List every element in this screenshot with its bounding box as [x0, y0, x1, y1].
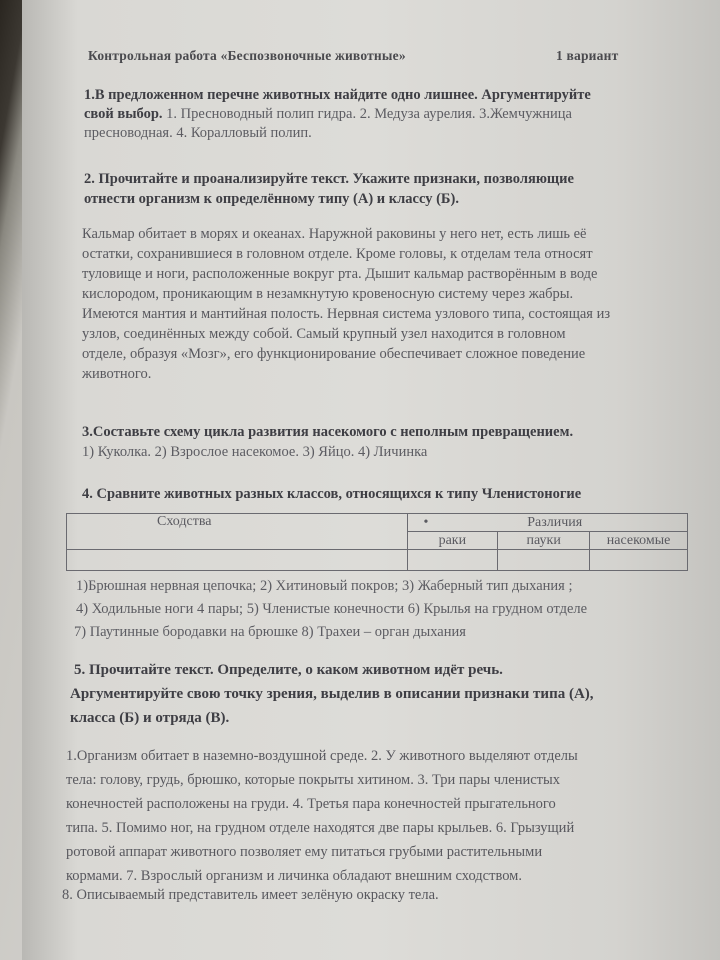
differences-label: Различия: [527, 514, 583, 530]
task5-text-line: кормами. 7. Взрослый организм и личинка обладают внешним сходством.: [66, 868, 522, 884]
task4-option-line: 1)Брюшная нервная цепочка; 2) Хитиновый покров; 3) Жаберный тип дыхания ;: [76, 578, 573, 594]
column-raki: раки: [407, 532, 498, 550]
table-cell: [590, 550, 688, 571]
task5-text-line: тела: голову, грудь, брюшко, которые покрыты хитином. 3. Три пары членистых: [66, 772, 560, 788]
task2-text-line: остатки, сохранившиеся в головном отделе. Кроме головы, к отделам тела относят: [82, 246, 593, 262]
task2-text-line: Кальмар обитает в морях и океанах. Наружной раковины у него нет, есть лишь её: [82, 226, 587, 242]
task2-text-line: Имеются мантия и мантийная полость. Нервная система узлового типа, состоящая из: [82, 306, 611, 322]
task2-heading: 2. Прочитайте и проанализируйте текст. Укажите признаки, позволяющие: [84, 171, 574, 187]
task5-heading: 5. Прочитайте текст. Определите, о каком животном идёт речь.: [74, 662, 503, 678]
column-nasekomye: насекомые: [590, 532, 688, 550]
column-pauki: пауки: [498, 532, 590, 550]
task3-options: 1) Куколка. 2) Взрослое насекомое. 3) Яйцо. 4) Личинка: [82, 444, 428, 460]
task1-line3: пресноводная. 4. Коралловый полип.: [84, 125, 312, 141]
table-dot: •: [423, 514, 429, 530]
task2-text-line: кислородом, проникающим в незамкнутую кровеносную систему через жабры.: [82, 286, 574, 302]
task4-option-line: 4) Ходильные ноги 4 пары; 5) Членистые конечности 6) Крылья на грудном отделе: [76, 601, 588, 617]
task1-heading: 1.В предложенном перечне животных найдите одно лишнее. Аргументируйте: [84, 87, 591, 103]
table-cell-similarities: [67, 550, 408, 571]
task5-text-line: ротовой аппарат животного позволяет ему питаться грубыми растительными: [66, 844, 543, 860]
table-cell: [498, 550, 590, 571]
task4-heading: 4. Сравните животных разных классов, относящихся к типу Членистоногие: [82, 486, 582, 502]
worksheet-paper: [22, 0, 720, 960]
task1-line2: [84, 105, 572, 123]
task3-heading: 3.Составьте схему цикла развития насекомого с неполным превращением.: [82, 424, 574, 440]
task5-text-line: 8. Описываемый представитель имеет зелёную окраску тела.: [62, 887, 439, 903]
differences-header: [407, 514, 687, 532]
task1-line2-bold: свой выбор.: [84, 106, 163, 122]
task5-heading-line2: Аргументируйте свою точку зрения, выделив в описании признаки типа (А),: [70, 686, 594, 702]
variant-label: 1 вариант: [556, 48, 619, 63]
task1-options: 1. Пресноводный полип гидра. 2. Медуза аурелия. 3.Жемчужница: [162, 106, 572, 122]
task2-text-line: отделе, образуя «Мозг», его функционирование обеспечивает сложное поведение: [82, 346, 586, 362]
task5-text-line: конечностей расположены на груди. 4. Третья пара конечностей прыгательного: [66, 796, 556, 812]
similarities-header: Сходства: [67, 514, 408, 550]
task4-option-line: 7) Паутинные бородавки на брюшке 8) Трахеи – орган дыхания: [74, 624, 466, 640]
task5-heading-line3: класса (Б) и отряда (В).: [70, 710, 230, 726]
worksheet-title: Контрольная работа «Беспозвоночные животные»: [88, 48, 406, 63]
task2-text-line: туловище и ноги, расположенные вокруг рта. Дышит кальмар растворённым в воде: [82, 266, 598, 282]
task2-text-line: животного.: [82, 366, 152, 382]
task5-text-line: типа. 5. Помимо ног, на грудном отделе находятся две пары крыльев. 6. Грызущий: [66, 820, 575, 836]
task5-text-line: 1.Организм обитает в наземно-воздушной среде. 2. У животного выделяют отделы: [66, 748, 578, 764]
comparison-table: [66, 513, 688, 571]
task2-text-line: узлов, соединённых между собой. Самый крупный узел находится в головном: [82, 326, 566, 342]
task2-heading-line2: отнести организм к определённому типу (А) и классу (Б).: [84, 191, 459, 207]
table-cell: [407, 550, 498, 571]
